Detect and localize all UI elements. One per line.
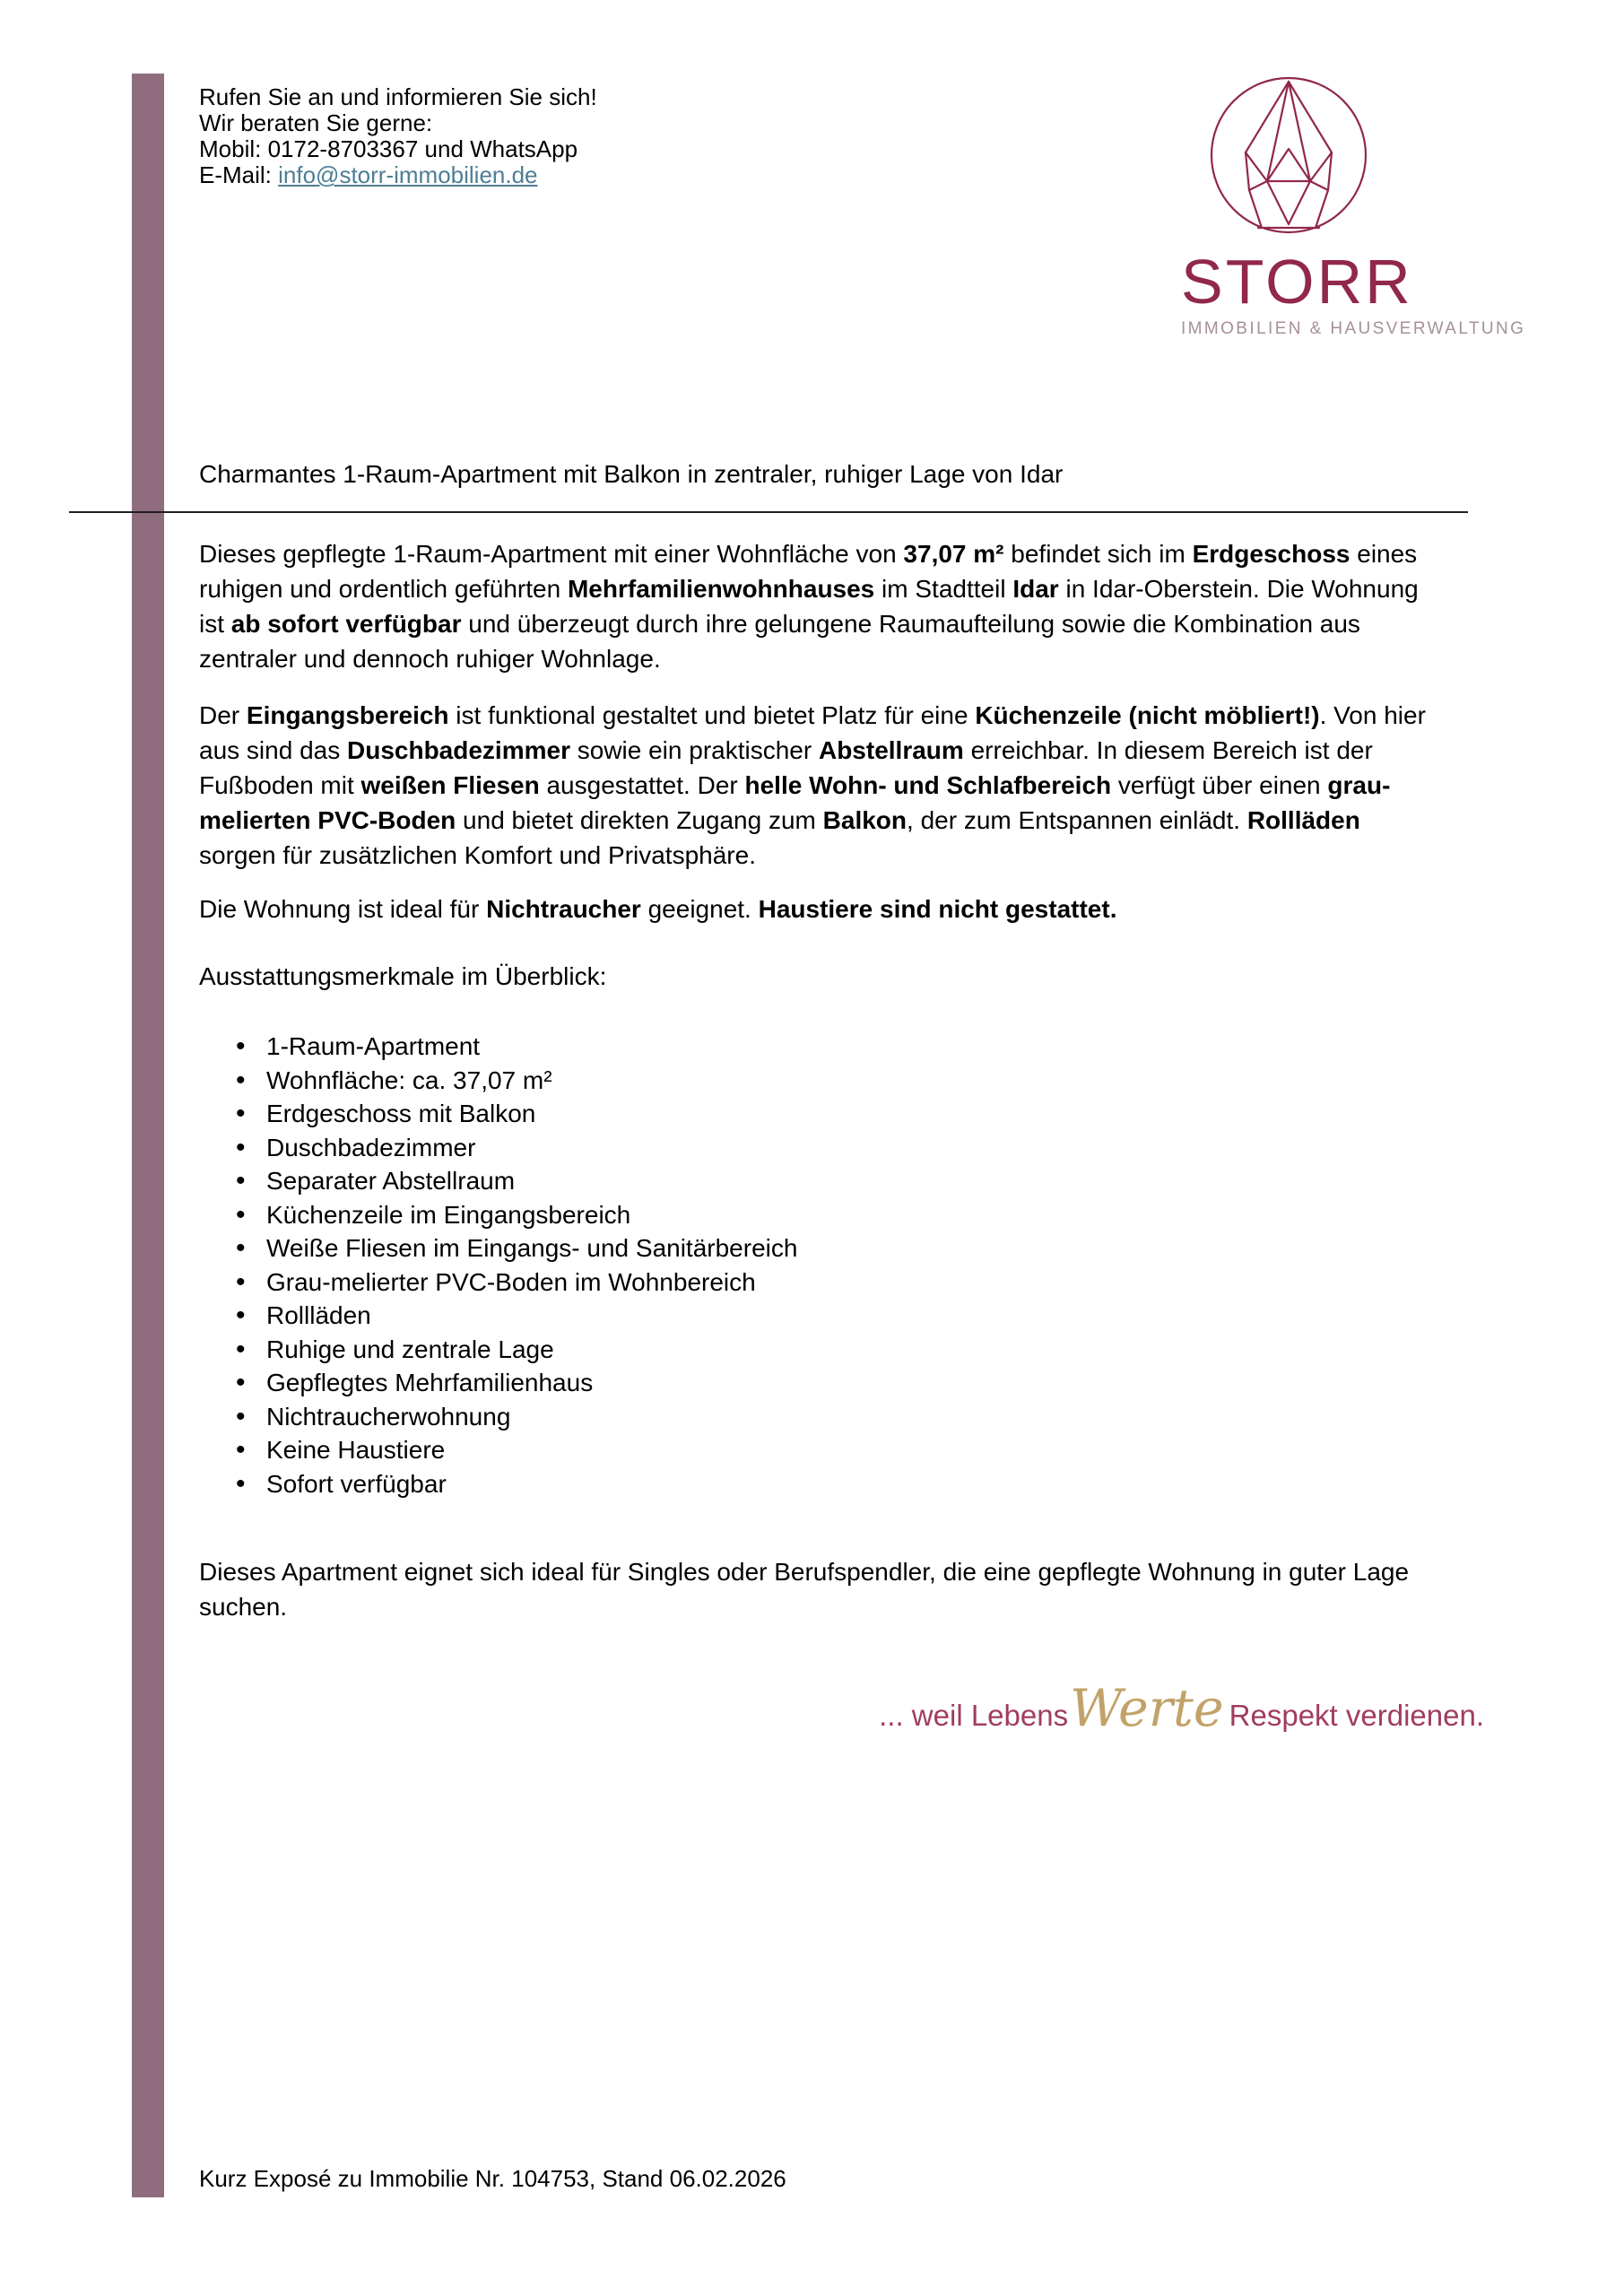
- highlighted-text: Küchenzeile: [975, 701, 1122, 729]
- highlighted-text: (nicht möbliert!): [1128, 701, 1320, 729]
- brand-tagline: [879, 1679, 1484, 1738]
- paragraph-rooms: [199, 698, 1428, 873]
- highlighted-text: 37,07 m²: [903, 540, 1004, 568]
- highlighted-text: Idar: [1012, 575, 1059, 603]
- body-text: und überzeugt durch ihre gelungene Raumaufteilung sowie die Kombination aus zentraler und dennoch ruhiger Wohnlage.: [199, 610, 1360, 673]
- document-body: [199, 536, 1428, 1624]
- highlighted-text: helle Wohn- und Schlafbereich: [744, 771, 1112, 799]
- logo-subtitle: IMMOBILIEN & HAUSVERWALTUNG: [1181, 319, 1526, 338]
- feature-item: • 1-Raum-Apartment: [236, 1030, 1428, 1064]
- body-text: eines ruhigen und ordentlich geführten: [199, 540, 1418, 603]
- body-text: . Von hier aus sind das: [199, 701, 1426, 764]
- body-text: sowie ein praktischer: [569, 736, 819, 764]
- feature-item: • Ruhige und zentrale Lage: [236, 1333, 1428, 1367]
- highlighted-text: Nichtraucher: [486, 895, 641, 923]
- company-logo: [1181, 68, 1526, 339]
- contact-line-mobile: Mobil: 0172-8703367 und WhatsApp: [199, 135, 578, 162]
- highlighted-text: Duschbadezimmer: [347, 736, 570, 764]
- highlighted-text: Rollläden: [1246, 806, 1360, 834]
- highlighted-text: ab sofort verfügbar: [230, 610, 462, 638]
- features-list: [199, 1030, 1428, 1500]
- body-text: geeignet.: [640, 895, 759, 923]
- contact-line-email: [199, 162, 597, 188]
- feature-item: • Keine Haustiere: [236, 1433, 1428, 1467]
- body-text: , der zum Entspannen einlädt.: [907, 806, 1247, 834]
- feature-item: • Küchenzeile im Eingangsbereich: [236, 1198, 1428, 1232]
- email-label: E-Mail:: [199, 161, 279, 188]
- paragraph-closing: [199, 1554, 1428, 1624]
- features-heading: Ausstattungsmerkmale im Überblick:: [199, 962, 607, 990]
- body-text: sorgen für zusätzlichen Komfort und Privatsphäre.: [199, 841, 756, 869]
- highlighted-text: Haustiere sind nicht gestattet.: [758, 895, 1117, 923]
- page-title: Charmantes 1-Raum-Apartment mit Balkon in zentraler, ruhiger Lage von Idar: [199, 460, 1064, 488]
- body-text: und bietet direkten Zugang zum: [456, 806, 823, 834]
- highlighted-text: weißen Fliesen: [360, 771, 540, 799]
- contact-line-advice: Wir beraten Sie gerne:: [199, 109, 433, 136]
- logo-wordmark: STORR: [1181, 247, 1413, 317]
- feature-item: • Sofort verfügbar: [236, 1467, 1428, 1501]
- feature-item: • Weiße Fliesen im Eingangs- und Sanitärbereich: [236, 1231, 1428, 1265]
- highlighted-text: Eingangsbereich: [246, 701, 449, 729]
- feature-item: • Gepflegtes Mehrfamilienhaus: [236, 1366, 1428, 1400]
- body-text: im Stadtteil: [874, 575, 1013, 603]
- body-text: Dieses Apartment eignet sich ideal für Singles oder Berufspendler, die eine gepflegte Wohnung in guter Lage suchen.: [199, 1558, 1410, 1621]
- highlighted-text: Abstellraum: [818, 736, 964, 764]
- highlighted-text: Erdgeschoss: [1192, 540, 1350, 568]
- body-text: Der: [199, 701, 247, 729]
- left-accent-bar: [132, 74, 164, 2197]
- feature-item: • Nichtraucherwohnung: [236, 1400, 1428, 1434]
- body-text: verfügt über einen: [1111, 771, 1328, 799]
- feature-item: • Erdgeschoss mit Balkon: [236, 1097, 1428, 1131]
- tagline-suffix: Respekt verdienen.: [1229, 1699, 1484, 1732]
- highlighted-text: grau-melierten PVC-Boden: [199, 771, 1391, 834]
- feature-item: • Grau-melierter PVC-Boden im Wohnbereich: [236, 1265, 1428, 1300]
- tagline-prefix: ... weil Lebens: [879, 1699, 1069, 1732]
- body-text: ausgestattet. Der: [539, 771, 745, 799]
- body-text: erreichbar. In diesem Bereich ist der Fußboden mit: [199, 736, 1373, 799]
- body-text: [1122, 701, 1129, 729]
- body-text: befindet sich im: [1003, 540, 1193, 568]
- highlighted-text: Balkon: [822, 806, 908, 834]
- body-text: in Idar-Oberstein. Die Wohnung ist: [199, 575, 1419, 638]
- title-divider: [69, 511, 1468, 513]
- email-link[interactable]: info@storr-immobilien.de: [278, 161, 538, 188]
- paragraph-rules: [199, 891, 1428, 926]
- tagline-script-word: Werte: [1070, 1679, 1224, 1738]
- contact-line-call: Rufen Sie an und informieren Sie sich!: [199, 83, 597, 110]
- feature-item: • Separater Abstellraum: [236, 1164, 1428, 1198]
- feature-item: • Rollläden: [236, 1299, 1428, 1333]
- feature-item: • Wohnfläche: ca. 37,07 m²: [236, 1064, 1428, 1098]
- highlighted-text: Mehrfamilienwohnhauses: [567, 575, 875, 603]
- gem-circle-logo-icon: [1190, 68, 1387, 248]
- contact-block: [199, 84, 597, 188]
- body-text: ist funktional gestaltet und bietet Platz für eine: [448, 701, 976, 729]
- body-text: Dieses gepflegte 1-Raum-Apartment mit einer Wohnfläche von: [199, 540, 904, 568]
- feature-item: • Duschbadezimmer: [236, 1131, 1428, 1165]
- body-text: Die Wohnung ist ideal für: [199, 895, 487, 923]
- paragraph-intro: [199, 536, 1428, 676]
- footer-reference: Kurz Exposé zu Immobilie Nr. 104753, Stand 06.02.2026: [199, 2165, 786, 2192]
